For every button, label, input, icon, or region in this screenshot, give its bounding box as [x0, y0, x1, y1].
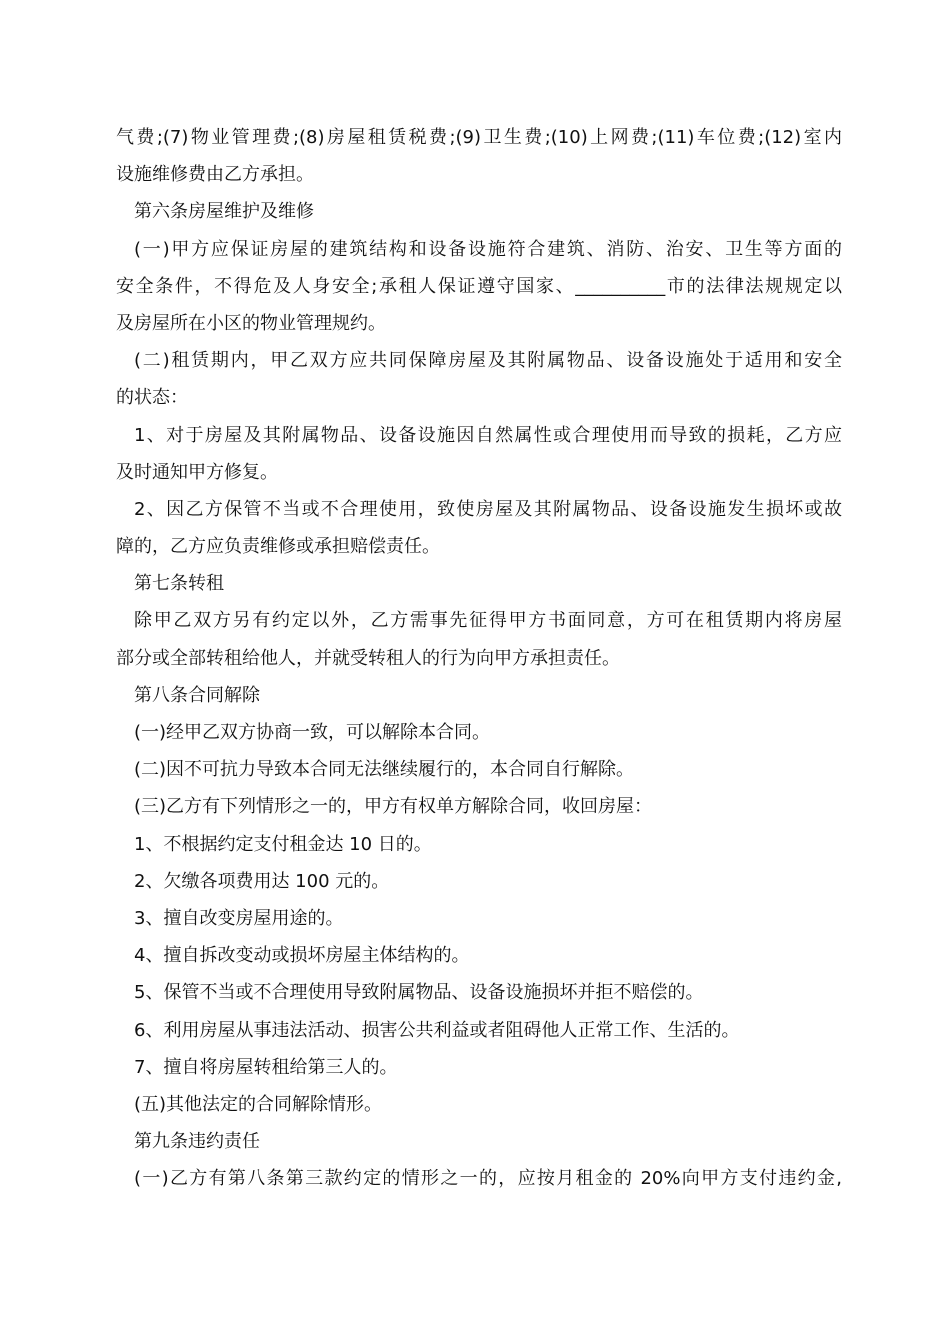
text-line: (一)甲方应保证房屋的建筑结构和设备设施符合建筑、消防、治安、卫生等方面的 [134, 238, 842, 260]
text-line: 及时通知甲方修复。 [116, 461, 278, 483]
text-line: 3、擅自改变房屋用途的。 [134, 907, 344, 929]
text-line: (一)经甲乙双方协商一致，可以解除本合同。 [134, 722, 491, 743]
document-body [116, 119, 842, 1197]
text-line: 2、因乙方保管不当或不合理使用，致使房屋及其附属物品、设备设施发生损坏或故 [134, 498, 842, 520]
text-line: (二)因不可抗力导致本合同无法继续履行的，本合同自行解除。 [134, 759, 635, 781]
text-line: 设施维修费由乙方承担。 [116, 164, 314, 186]
text-line: 5、保管不当或不合理使用导致附属物品、设备设施损坏并拒不赔偿的。 [134, 982, 704, 1004]
text-line: 的状态： [116, 387, 188, 409]
text-line: 障的，乙方应负责维修或承担赔偿责任。 [116, 536, 440, 558]
text-line: (一)乙方有第八条第三款约定的情形之一的，应按月租金的 20%向甲方支付违约金, [134, 1168, 842, 1190]
text-line: 2、欠缴各项费用达 100 元的。 [134, 870, 390, 892]
text-line: 部分或全部转租给他人，并就受转租人的行为向甲方承担责任。 [116, 647, 620, 669]
text-line: 气费;(7)物业管理费;(8)房屋租赁税费;(9)卫生费;(10)上网费;(11)车位费;(12)室内 [116, 127, 842, 148]
text-line: 1、不根据约定支付租金达 10 日的。 [134, 833, 432, 855]
text-line: (三)乙方有下列情形之一的，甲方有权单方解除合同，收回房屋： [134, 796, 653, 818]
text-line: 7、擅自将房屋转租给第三人的。 [134, 1056, 398, 1078]
text-line: 第九条违约责任 [134, 1131, 260, 1153]
text-line: 安全条件，不得危及人身安全;承租人保证遵守国家、__________市的法律法规规定以 [116, 275, 842, 297]
text-line: (二)租赁期内，甲乙双方应共同保障房屋及其附属物品、设备设施处于适用和安全 [134, 350, 842, 372]
text-line: 除甲乙双方另有约定以外，乙方需事先征得甲方书面同意，方可在租赁期内将房屋 [134, 610, 842, 632]
text-line: 第八条合同解除 [134, 684, 260, 706]
text-line: 6、利用房屋从事违法活动、损害公共利益或者阻碍他人正常工作、生活的。 [134, 1019, 740, 1041]
text-line: 及房屋所在小区的物业管理规约。 [116, 312, 386, 334]
text-line: 1、对于房屋及其附属物品、设备设施因自然属性或合理使用而导致的损耗，乙方应 [134, 424, 842, 446]
text-line: 第六条房屋维护及维修 [134, 201, 314, 223]
text-line: 4、擅自拆改变动或损坏房屋主体结构的。 [134, 945, 470, 967]
text-line: 第七条转租 [134, 573, 224, 595]
text-line: (五)其他法定的合同解除情形。 [134, 1093, 383, 1115]
